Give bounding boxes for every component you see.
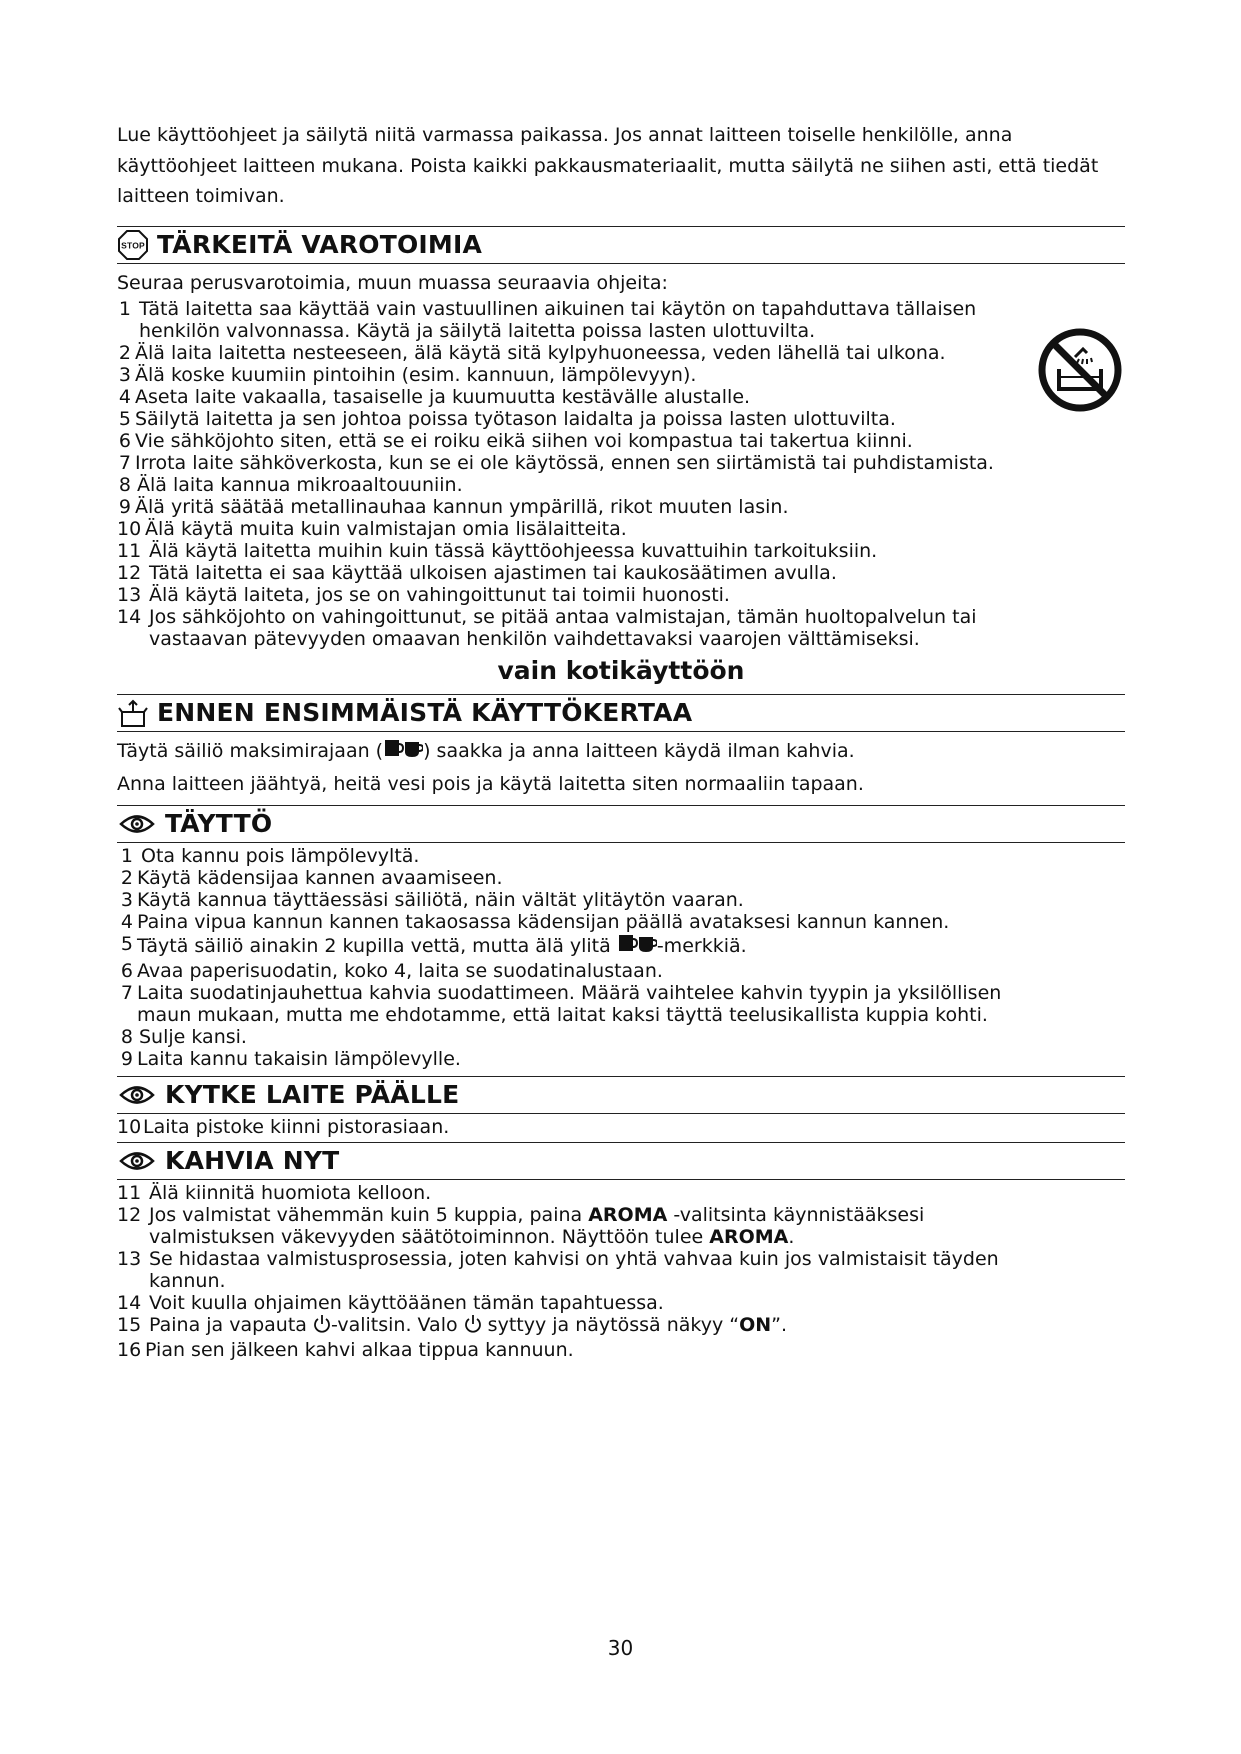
item-text: Tätä laitetta ei saa käyttää ulkoisen ajastimen tai kaukosäätimen avulla. xyxy=(149,561,837,584)
item-text: Älä laita laitetta nesteeseen, älä käytä sitä kylpyhuoneessa, veden lähellä tai ulkona. xyxy=(135,341,946,364)
no-water-warning-icon xyxy=(1035,325,1125,420)
list-item: 15 Paina ja vapauta -valitsin. Valo syttyy ja näytössä näkyy “ON”. xyxy=(117,1314,1125,1339)
list-item: 11 Älä käytä laitetta muihin kuin tässä käyttöohjeessa kuvattuihin tarkoituksiin. xyxy=(117,540,1125,562)
item-text-cont: valmistuksen väkevyyden säätötoiminnon. Näyttöön tulee xyxy=(149,1225,710,1248)
list-item: 16 Pian sen jälkeen kahvi alkaa tippua kannuun. xyxy=(117,1339,1125,1361)
list-item: 9 Älä yritä säätää metallinauhaa kannun ympärillä, rikot muuten lasin. xyxy=(117,496,1125,518)
item-text-cont: henkilön valvonnassa. Käytä ja säilytä laitetta poissa lasten ulottuvilta. xyxy=(139,319,816,342)
power-icon xyxy=(464,1314,482,1339)
first-use-text-b: ) saakka ja anna laitteen käydä ilman kahvia. xyxy=(423,739,855,762)
item-text-cont: kannun. xyxy=(149,1269,226,1292)
power-icon xyxy=(313,1314,331,1339)
item-text: Se hidastaa valmistusprosessia, joten kahvisi on yhtä vahvaa kuin jos valmistaisit täyden xyxy=(149,1247,999,1270)
coffee-now-title: KAHVIA NYT xyxy=(165,1146,340,1175)
list-item: 1 Tätä laitetta saa käyttää vain vastuullinen aikuinen tai käytön on tapahduttava tällaisen henkilön valvonnassa. Käytä ja säilytä laitetta poissa lasten ulottuvilta. xyxy=(118,297,977,342)
item-text: Älä käytä muita kuin valmistajan omia lisälaitteita. xyxy=(145,517,627,540)
list-item: 11 Älä kiinnitä huomiota kelloon. xyxy=(117,1182,1125,1204)
item-text: Vie sähköjohto siten, että se ei roiku eikä siihen voi kompastua tai takertua kiinni. xyxy=(135,429,913,452)
item-text: Säilytä laitetta ja sen johtoa poissa työtason laidalta ja poissa lasten ulottuvilta. xyxy=(135,407,896,430)
list-item: 10 Laita pistoke kiinni pistorasiaan. xyxy=(117,1116,1125,1138)
item-text: Täytä säiliö ainakin 2 kupilla vettä, mutta älä ylitä xyxy=(137,934,617,957)
item-text: Pian sen jälkeen kahvi alkaa tippua kannuun. xyxy=(145,1338,574,1361)
list-item: 12 Jos valmistat vähemmän kuin 5 kuppia, paina AROMA -valitsinta käynnistääksesi valmistuksen väkevyyden säätötoiminnon. Näyttöön tulee AROMA. xyxy=(117,1203,925,1248)
item-text-end: . xyxy=(788,1225,795,1248)
list-item: 14 Voit kuulla ohjaimen käyttöäänen tämän tapahtuessa. xyxy=(117,1292,1125,1314)
list-item: 2 Käytä kädensijaa kannen avaamiseen. xyxy=(117,867,1125,889)
item-text: Paina vipua kannun kannen takaosassa kädensijan päällä avataksesi kannun kannen. xyxy=(137,910,950,933)
first-use-text-a: Täytä säiliö maksimirajaan ( xyxy=(117,739,384,762)
list-item: 13 Se hidastaa valmistusprosessia, joten kahvisi on yhtä vahvaa kuin jos valmistaisit täyden kannun. xyxy=(117,1247,999,1292)
item-text: Sulje kansi. xyxy=(139,1025,247,1048)
item-text-b: -valitsinta käynnistääksesi xyxy=(667,1203,925,1226)
list-item: 4 Aseta laite vakaalla, tasaiselle ja kuumuutta kestävälle alustalle. xyxy=(117,386,1125,408)
list-item: 3 Älä koske kuumiin pintoihin (esim. kannuun, lämpölevyyn). xyxy=(117,364,1125,386)
stop-icon xyxy=(117,229,149,261)
item-text-c: syttyy ja näytössä näkyy “ xyxy=(481,1313,740,1336)
item-text: Ota kannu pois lämpölevyltä. xyxy=(141,844,420,867)
safety-title: TÄRKEITÄ VAROTOIMIA xyxy=(157,230,483,259)
coffee-now-list xyxy=(117,1182,1125,1361)
page-number: 30 xyxy=(607,1636,634,1660)
list-item: 6 Avaa paperisuodatin, koko 4, laita se suodatinalustaan. xyxy=(117,960,1125,982)
list-item: 7 Irrota laite sähköverkosta, kun se ei ole käytössä, ennen sen siirtämistä tai puhdistamista. xyxy=(117,452,1125,474)
filling-list xyxy=(117,845,1125,1070)
manual-page xyxy=(117,120,1125,1361)
item-text-end: ”. xyxy=(771,1313,788,1336)
item-text: Laita kannu takaisin lämpölevylle. xyxy=(137,1047,461,1070)
item-text: Paina ja vapauta xyxy=(149,1313,313,1336)
household-use-notice: vain kotikäyttöön xyxy=(497,655,745,685)
item-text: Älä kiinnitä huomiota kelloon. xyxy=(149,1181,432,1204)
item-text-cont: maun mukaan, mutta me ehdotamme, että laitat kaksi täyttä teelusikallista kuppia kohti. xyxy=(137,1003,988,1026)
item-text: Jos valmistat vähemmän kuin 5 kuppia, paina xyxy=(149,1203,589,1226)
cup-max-icon xyxy=(383,738,423,769)
list-item: 12 Tätä laitetta ei saa käyttää ulkoisen ajastimen tai kaukosäätimen avulla. xyxy=(117,562,1125,584)
coffee-now-heading xyxy=(117,1142,1125,1180)
list-item: 5 Säilytä laitetta ja sen johtoa poissa työtason laidalta ja poissa lasten ulottuvilta. xyxy=(117,408,1125,430)
first-use-title: ENNEN ENSIMMÄISTÄ KÄYTTÖKERTAA xyxy=(157,698,693,727)
eye-icon xyxy=(117,808,157,840)
list-item: 1 Ota kannu pois lämpölevyltä. xyxy=(117,845,1125,867)
item-text-cont: vastaavan pätevyyden omaavan henkilön vaihdettavaksi vaarojen välttämiseksi. xyxy=(149,627,920,650)
on-label: ON xyxy=(739,1313,772,1336)
item-text-b: -valitsin. Valo xyxy=(330,1313,464,1336)
item-text: Älä yritä säätää metallinauhaa kannun ympärillä, rikot muuten lasin. xyxy=(135,495,789,518)
item-text: Älä laita kannua mikroaaltouuniin. xyxy=(137,473,463,496)
item-text: Avaa paperisuodatin, koko 4, laita se suodatinalustaan. xyxy=(137,959,663,982)
item-text: Irrota laite sähköverkosta, kun se ei ole käytössä, ennen sen siirtämistä tai puhdistamista. xyxy=(135,451,994,474)
list-item: 13 Älä käytä laiteta, jos se on vahingoittunut tai toimii huonosti. xyxy=(117,584,1125,606)
filling-title: TÄYTTÖ xyxy=(165,809,273,838)
item-text: Tätä laitetta saa käyttää vain vastuullinen aikuinen tai käytön on tapahduttava tällaisen xyxy=(139,297,977,320)
safety-lead: Seuraa perusvarotoimia, muun muassa seuraavia ohjeita: xyxy=(117,271,668,294)
switch-on-title: KYTKE LAITE PÄÄLLE xyxy=(165,1080,460,1109)
item-text: Käytä kannua täyttäessäsi säiliötä, näin vältät ylitäytön vaaran. xyxy=(137,888,744,911)
item-text: Jos sähköjohto on vahingoittunut, se pitää antaa valmistajan, tämän huoltopalvelun tai xyxy=(149,605,977,628)
list-item: 10 Älä käytä muita kuin valmistajan omia lisälaitteita. xyxy=(117,518,1125,540)
item-text-end: -merkkiä. xyxy=(656,934,747,957)
list-item: 7 Laita suodatinjauhettua kahvia suodattimeen. Määrä vaihtelee kahvin tyypin ja yksilöllisen maun mukaan, mutta me ehdotamme, että laitat kaksi täyttä teelusikallista kuppia kohti. xyxy=(120,981,1002,1026)
list-item: 2 Älä laita laitetta nesteeseen, älä käytä sitä kylpyhuoneessa, veden lähellä tai ulkona. xyxy=(117,342,1125,364)
list-item: 8 Sulje kansi. xyxy=(117,1026,1125,1048)
aroma-label: AROMA xyxy=(588,1203,668,1226)
eye-icon xyxy=(117,1145,157,1177)
appliance-unpack-icon xyxy=(117,697,149,729)
aroma-display-label: AROMA xyxy=(709,1225,789,1248)
cup-max-icon xyxy=(617,933,657,960)
item-text: Käytä kädensijaa kannen avaamiseen. xyxy=(137,866,503,889)
item-text: Älä käytä laiteta, jos se on vahingoittunut tai toimii huonosti. xyxy=(149,583,730,606)
item-text: Älä käytä laitetta muihin kuin tässä käyttöohjeessa kuvattuihin tarkoituksiin. xyxy=(149,539,878,562)
filling-heading xyxy=(117,805,1125,843)
item-text: Aseta laite vakaalla, tasaiselle ja kuumuutta kestävälle alustalle. xyxy=(135,385,751,408)
list-item: 5 Täytä säiliö ainakin 2 kupilla vettä, mutta älä ylitä -merkkiä. xyxy=(117,933,1125,960)
first-use-line-1 xyxy=(117,736,1125,769)
switch-on-list xyxy=(117,1116,1125,1138)
svg-text:STOP: STOP xyxy=(121,240,145,250)
list-item: 8 Älä laita kannua mikroaaltouuniin. xyxy=(117,474,1125,496)
item-text: Voit kuulla ohjaimen käyttöäänen tämän tapahtuessa. xyxy=(149,1291,664,1314)
first-use-heading xyxy=(117,694,1125,732)
list-item: 9 Laita kannu takaisin lämpölevylle. xyxy=(117,1048,1125,1070)
list-item: 4 Paina vipua kannun kannen takaosassa kädensijan päällä avataksesi kannun kannen. xyxy=(117,911,1125,933)
list-item: 14 Jos sähköjohto on vahingoittunut, se pitää antaa valmistajan, tämän huoltopalvelun tai vastaavan pätevyyden omaavan henkilön vaihdettavaksi vaarojen välttämiseksi. xyxy=(117,605,977,650)
intro-paragraph: Lue käyttöohjeet ja säilytä niitä varmassa paikassa. Jos annat laitteen toiselle henkilölle, anna käyttöohjeet laitteen mukana. Poista kaikki pakkausmateriaalit, mutta säilytä ne siihen asti, että tiedät laitteen toimivan. xyxy=(117,124,1099,207)
item-text: Laita suodatinjauhettua kahvia suodattimeen. Määrä vaihtelee kahvin tyypin ja yksilöllisen xyxy=(137,981,1002,1004)
list-item: 6 Vie sähköjohto siten, että se ei roiku eikä siihen voi kompastua tai takertua kiinni. xyxy=(117,430,1125,452)
safety-list xyxy=(117,298,1125,650)
list-item: 3 Käytä kannua täyttäessäsi säiliötä, näin vältät ylitäytön vaaran. xyxy=(117,889,1125,911)
safety-heading xyxy=(117,226,1125,264)
eye-icon xyxy=(117,1079,157,1111)
item-text: Älä koske kuumiin pintoihin (esim. kannuun, lämpölevyyn). xyxy=(135,363,697,386)
switch-on-heading xyxy=(117,1076,1125,1114)
first-use-line-2: Anna laitteen jäähtyä, heitä vesi pois ja käytä laitetta siten normaaliin tapaan. xyxy=(117,772,864,795)
item-text: Laita pistoke kiinni pistorasiaan. xyxy=(143,1115,450,1138)
